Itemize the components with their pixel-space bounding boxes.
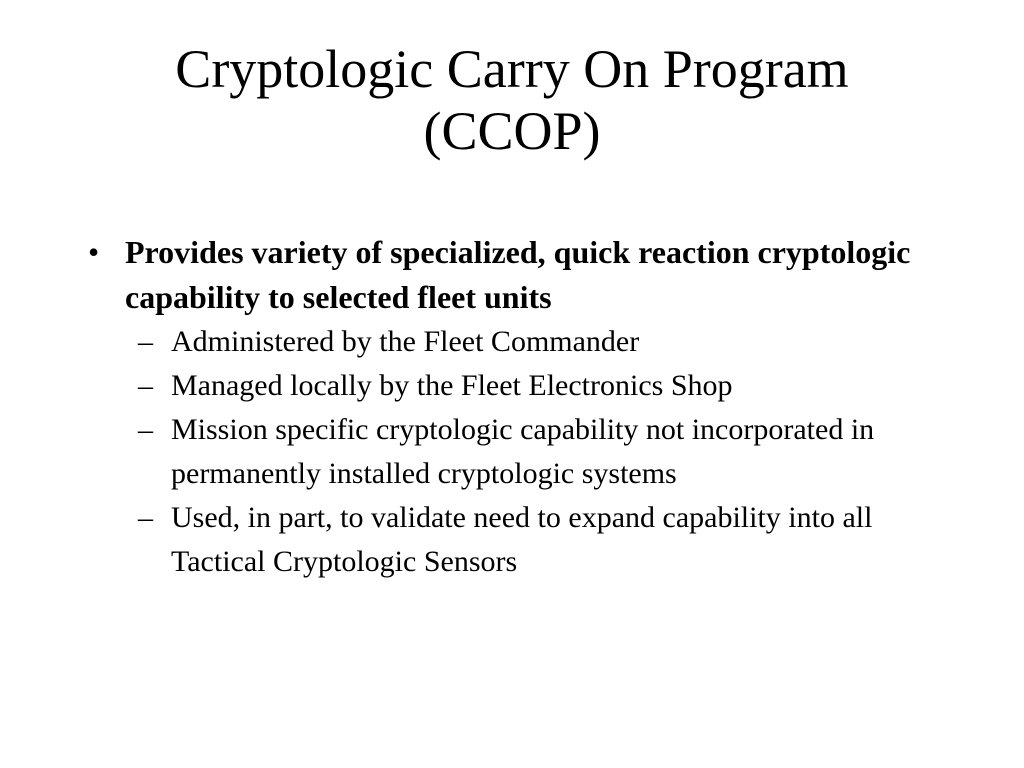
slide-content bbox=[88, 230, 948, 584]
slide-title-line-2: (CCOP) bbox=[423, 101, 601, 161]
sub-bullet bbox=[88, 364, 941, 408]
sub-bullet-text: Managed locally by the Fleet Electronics Shop bbox=[171, 369, 733, 402]
main-bullet bbox=[88, 230, 948, 320]
sub-bullet-text: Mission specific cryptologic capability not incorporated in permanently installed cryptologic systems bbox=[171, 413, 875, 490]
sub-bullet-text: Used, in part, to validate need to expand capability into all Tactical Cryptologic Sensors bbox=[171, 501, 873, 578]
sub-bullet bbox=[88, 320, 941, 364]
sub-bullet-marker: – bbox=[138, 501, 153, 534]
sub-bullet-marker: – bbox=[138, 369, 153, 402]
sub-bullet-list bbox=[88, 320, 948, 584]
bullet-marker: • bbox=[88, 234, 100, 270]
main-bullet-text: Provides variety of specialized, quick reaction cryptologic capability to selected fleet units bbox=[125, 234, 911, 315]
sub-bullet bbox=[88, 408, 941, 496]
sub-bullet bbox=[88, 496, 941, 584]
slide-title bbox=[0, 38, 1024, 162]
sub-bullet-text: Administered by the Fleet Commander bbox=[171, 325, 640, 358]
slide-title-line-1: Cryptologic Carry On Program bbox=[175, 39, 849, 99]
sub-bullet-marker: – bbox=[138, 325, 153, 358]
sub-bullet-marker: – bbox=[138, 413, 153, 446]
